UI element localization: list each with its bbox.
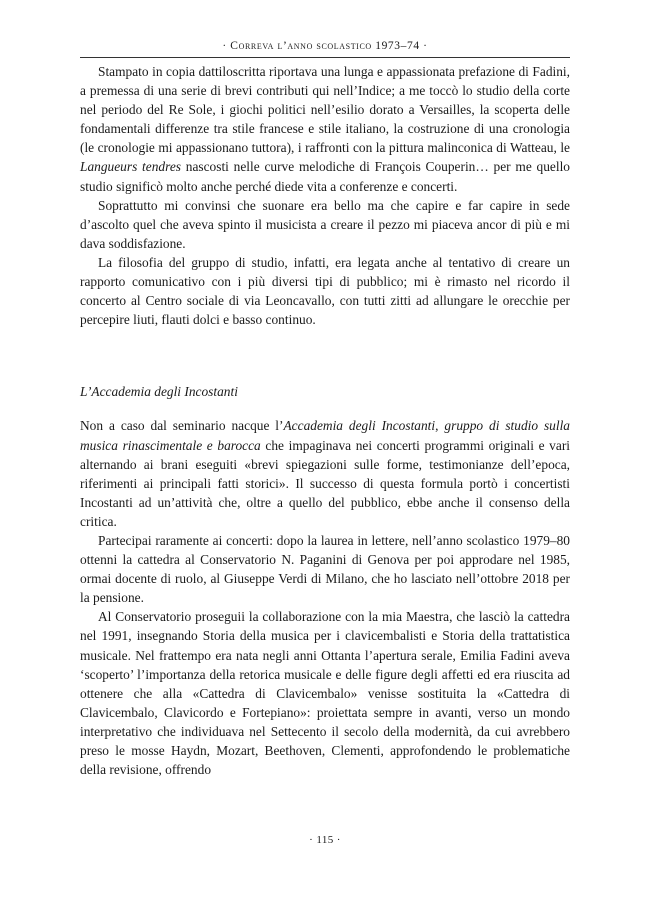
section-heading: L’Accademia degli Incostanti bbox=[80, 384, 238, 400]
paragraph: Stampato in copia dattiloscritta riportava una lunga e appassionata prefazione di Fadini, a premessa di una serie di brevi contributi qui nell’Indice; a me toccò lo studio della corte nel periodo del Re Sole, i giochi politici nell’esilio dorato a Versailles, la scoperta delle fondamentali differenze tra stile francese e stile italiano, la costruzione di una cronologia (le cronologie mi appassionano tuttora), i raffronti con la pittura malinconica di Watteau, le Langueurs tendres nascosti nelle curve melodiche di François Couperin… per me quello studio significò molto anche perché diede vita a conferenze e concerti. bbox=[80, 64, 570, 194]
page-number: · 115 · bbox=[309, 834, 341, 846]
body-text bbox=[80, 62, 570, 779]
running-head: · Correva l’anno scolastico 1973–74 · bbox=[80, 38, 570, 58]
paragraph: Partecipai raramente ai concerti: dopo la laurea in lettere, nell’anno scolastico 1979–80 ottenni la cattedra al Conservatorio N. Paganini di Genova per poi approdare nel 1985, ormai docente di ruolo, al Giuseppe Verdi di Milano, che ho lasciato nell’ottobre 2018 per la pensione. bbox=[80, 532, 570, 606]
paragraph: Soprattutto mi convinsi che suonare era bello ma che capire e far capire in sede d’ascolto quel che aveva spinto il musicista a creare il pezzo mi piaceva ancor di più e mi dava soddisfazione. bbox=[80, 197, 570, 251]
paragraph: Al Conservatorio proseguii la collaborazione con la mia Maestra, che lasciò la cattedra nel 1991, insegnando Storia della musica per i clavicembalisti e Storia della trattatistica musicale. Nel frattempo era nata negli anni Ottanta l’apertura serale, Emilia Fadini aveva ‘scoperto’ l’importanza della retorica musicale e delle figure degli affetti ed era riuscita ad ottenere che alla «Cattedra di Clavicembalo» venisse sostituita la «Cattedra di Clavicembalo, Clavicordo e Fortepiano»: proiettata sempre in avanti, verso un mondo interpretativo che individuava nel Settecento il secolo della modernità, da cui avrebbero preso le mosse Haydn, Mozart, Beethoven, Clementi, approfondendo le problematiche della revisione, offrendo bbox=[80, 609, 570, 778]
italic-text: Accademia degli Incostanti bbox=[283, 418, 436, 434]
paragraph: La filosofia del gruppo di studio, infatti, era legata anche al tentativo di creare un rapporto comunicativo con i più diversi tipi di pubblico; mi è rimasto nel ricordo il concerto al Centro sociale di via Leoncavallo, con tutti zitti ad allungare le orecchie per percepire liuti, flauti dolci e basso continuo. bbox=[80, 254, 570, 328]
italic-text: Langueurs tendres bbox=[80, 159, 181, 175]
italic-text: gruppo di studio sulla musica rinascimentale e barocca bbox=[80, 418, 571, 453]
paragraph: Non a caso dal seminario nacque l’Accademia degli Incostanti, gruppo di studio sulla musica rinascimentale e barocca che impaginava nei concerti programmi originali e vari alternando ai brani eseguiti «brevi spiegazioni sulle forme, testimonianze dell’epoca, riferimenti ai principali fatti storici». Il successo di questa formula portò i concertisti Incostanti ad un’attività che, oltre a quello del pubblico, ebbe anche il consenso della critica. bbox=[80, 418, 571, 529]
page bbox=[80, 38, 570, 779]
